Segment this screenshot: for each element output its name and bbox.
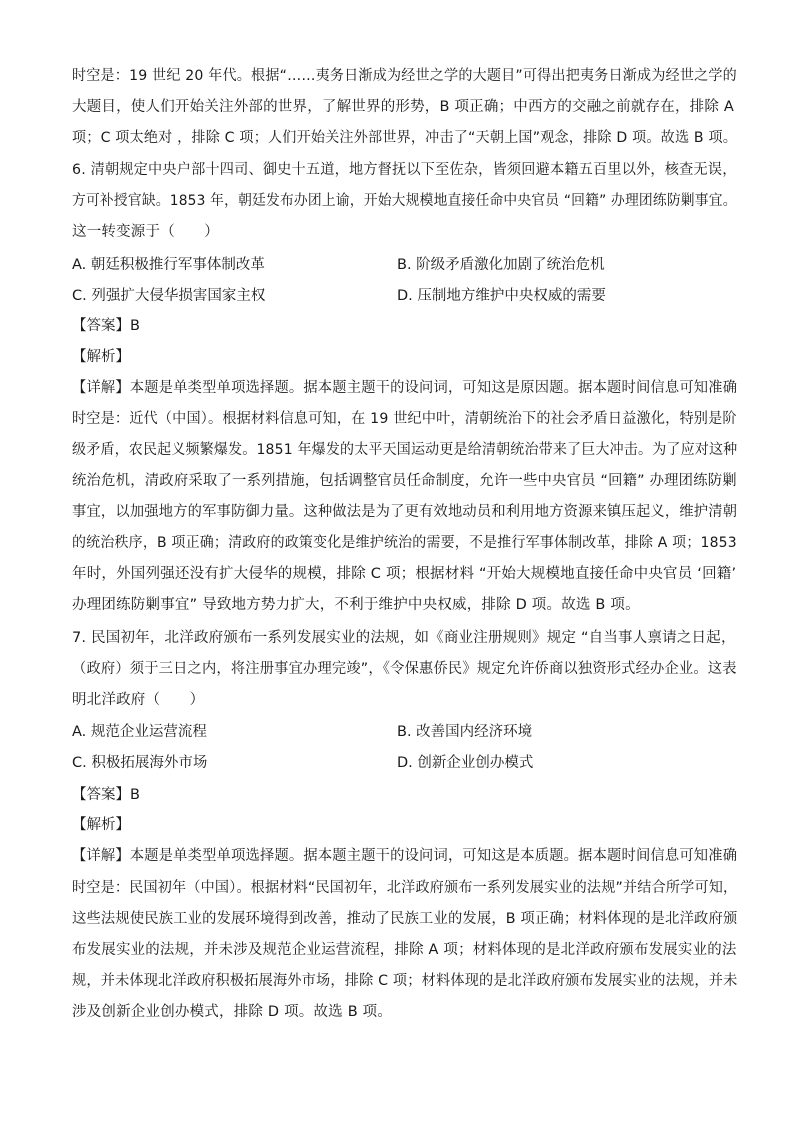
q6-detail-line: 时空是：近代（中国）。根据材料信息可知，在 19 世纪中叶，清朝统治下的社会矛盾日益激化，特别是阶: [72, 411, 737, 427]
question-7-stem: 7. 民国初年，北洋政府颁布一系列发展实业的法规，如《商业注册规则》规定 “自当事人禀请之日起，: [72, 630, 736, 646]
q7-option-b: B. 改善国内经济环境: [397, 724, 533, 740]
q6-option-a: A. 朝廷积极推行军事体制改革: [72, 257, 265, 273]
q6-detail-line: 办理团练防剿事宜” 导致地方势力扩大，不利于维护中央权威，排除 D 项。故选 B 项。: [72, 597, 640, 613]
question-6-stem: 6. 清朝规定中央户部十四司、御史十五道，地方督抚以下至佐杂，皆须回避本籍五百里以外，核查无误，: [72, 162, 737, 178]
q7-detail-line: 涉及创新企业创办模式，排除 D 项。故选 B 项。: [72, 1004, 393, 1020]
question-6-stem: 方可补授官缺。1853 年，朝廷发布办团上谕，开始大规模地直接任命中央官员 “回籍” 办理团练防剿事宜。: [72, 193, 737, 209]
q6-detail-line: 年时，外国列强还没有扩大侵华的规模，排除 C 项；根据材料 “开始大规模地直接任命中央官员 ‘回籍’: [72, 566, 737, 582]
q7-detail-line: 时空是：民国初年（中国）。根据材料“民国初年，北洋政府颁布一系列发展实业的法规”并结合所学可知，: [72, 880, 738, 896]
question-6-stem: 这一转变源于（ ）: [72, 224, 219, 240]
question-7-stem: （政府）须于三日之内，将注册事宜办理完竣”，《令保惠侨民》规定允许侨商以独资形式经办企业。这表: [72, 661, 737, 677]
q6-detail-line: 统治危机，清政府采取了一系列措施，包括调整官员任命制度，允许一些中央官员 “回籍” 办理团练防剿: [72, 473, 737, 489]
q7-detail-line: 这些法规使民族工业的发展环境得到改善，推动了民族工业的发展，B 项正确；材料体现的是北洋政府颁: [72, 911, 738, 927]
q7-option-c: C. 积极拓展海外市场: [72, 755, 208, 771]
q6-option-b: B. 阶级矛盾激化加剧了统治危机: [397, 257, 605, 273]
question-7-stem: 明北洋政府（ ）: [72, 692, 205, 708]
text-line: 项；C 项太绝对 ，排除 C 项；人们开始关注外部世界，冲击了“天朝上国”观念，排除 D 项。故选 B 项。: [72, 130, 738, 146]
q6-option-d: D. 压制地方维护中央权威的需要: [397, 288, 606, 304]
q6-detail-line: 的统治秩序，B 项正确；清政府的政策变化是维护统治的需要，不是推行军事体制改革，排除 A 项；1853: [72, 535, 737, 551]
q7-option-a: A. 规范企业运营流程: [72, 724, 207, 740]
q6-detail-line: 事宜，以加强地方的军事防御力量。这种做法是为了更有效地动员和利用地方资源来镇压起义，维护清朝: [72, 504, 738, 520]
q7-detail-line: 布发展实业的法规，并未涉及规范企业运营流程，排除 A 项；材料体现的是北洋政府颁布发展实业的法: [72, 942, 737, 958]
q7-detail-line: 规，并未体现北洋政府积极拓展海外市场，排除 C 项；材料体现的是北洋政府颁布发展实业的法规，并未: [72, 973, 738, 989]
q7-analysis-label: 【解析】: [72, 817, 130, 833]
text-line: 大题目，使人们开始关注外部的世界，了解世界的形势，B 项正确；中西方的交融之前就存在，排除 A: [72, 99, 734, 115]
q6-option-c: C. 列强扩大侵华损害国家主权: [72, 288, 266, 304]
text-line: 时空是：19 世纪 20 年代。根据“……夷务日渐成为经世之学的大题目”可得出把夷务日渐成为经世之学的: [72, 68, 737, 84]
q7-detail-line: 【详解】本题是单类型单项选择题。据本题主题干的设问词，可知这是本质题。据本题时间信息可知准确: [72, 848, 738, 864]
q7-option-d: D. 创新企业创办模式: [397, 755, 534, 771]
q7-answer: 【答案】B: [72, 787, 140, 803]
q6-detail-line: 级矛盾，农民起义频繁爆发。1851 年爆发的太平天国运动更是给清朝统治带来了巨大冲击。为了应对这种: [72, 442, 738, 458]
q6-detail-line: 【详解】本题是单类型单项选择题。据本题主题干的设问词，可知这是原因题。据本题时间信息可知准确: [72, 380, 738, 396]
q6-answer: 【答案】B: [72, 318, 140, 334]
q6-analysis-label: 【解析】: [72, 349, 130, 365]
